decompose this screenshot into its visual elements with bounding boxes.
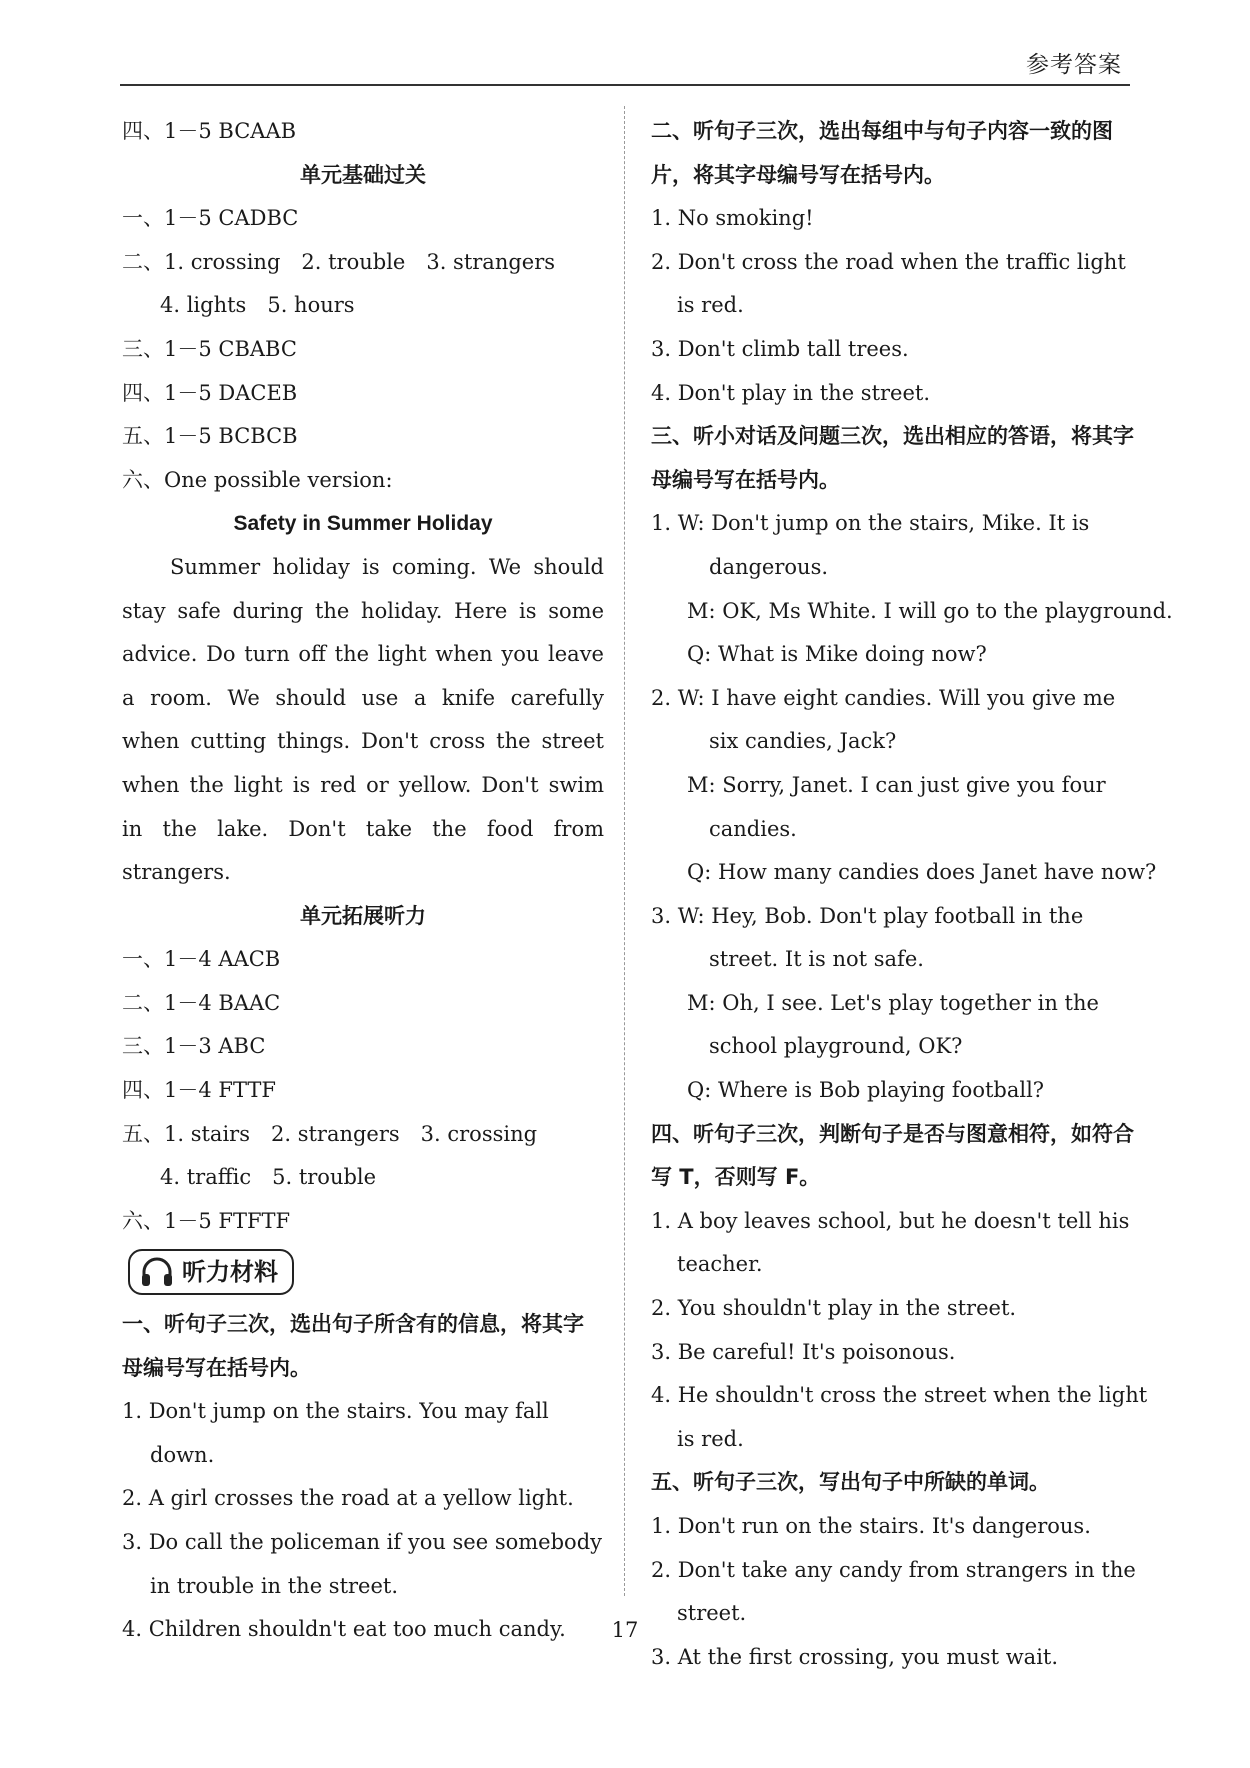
answer-line: 二、1. crossing 2. trouble 3. strangers (122, 249, 556, 274)
listening-material-badge (128, 1249, 294, 1295)
right-column (651, 110, 1173, 1679)
answer-line: 一、1－4 AACB (122, 947, 281, 972)
answer-line: 四、1－4 FTTF (122, 1078, 276, 1103)
section-heading: 一、听句子三次，选出句子所含有的信息，将其字母编号写在括号内。 (122, 1312, 584, 1380)
dialog-line: 3. W: Hey, Bob. Don't play football in the street. It is not safe. (651, 903, 1084, 972)
list-item: 2. A girl crosses the road at a yellow light. (122, 1486, 574, 1511)
section-title: 单元基础过关 (300, 162, 426, 187)
list-item: 3. Be careful! It's poisonous. (651, 1339, 956, 1364)
left-column (122, 110, 604, 1652)
answer-line: 4. traffic 5. trouble (160, 1165, 377, 1190)
dialog-line: Q: Where is Bob playing football? (687, 1078, 1045, 1103)
section-heading: 四、听句子三次，判断句子是否与图意相符，如符合写 T，否则写 F。 (651, 1121, 1134, 1190)
dialog-line: M: OK, Ms White. I will go to the playground. (687, 598, 1173, 623)
section-title: 单元拓展听力 (300, 903, 426, 928)
answer-line: 三、1－3 ABC (122, 1034, 266, 1059)
essay-body: Summer holiday is coming. We should stay safe during the holiday. Here is some advice. Do turn off the light when you leave a room. We should use a knife carefully when cutting things. Don't cross the street when the light is red or yellow. Don't swim in the lake. Don't take the food from strangers. (122, 554, 604, 885)
list-item: 1. Don't jump on the stairs. You may fall down. (122, 1399, 549, 1467)
dialog-line: Q: How many candies does Janet have now? (687, 860, 1157, 885)
answer-line: 三、1－5 CBABC (122, 336, 297, 361)
list-item: 4. Don't play in the street. (651, 380, 931, 405)
answer-line: 五、1. stairs 2. strangers 3. crossing (122, 1121, 538, 1146)
list-item: 1. No smoking! (651, 206, 814, 231)
list-item: 4. He shouldn't cross the street when the light is red. (651, 1383, 1148, 1451)
answer-line: 二、1－4 BAAC (122, 990, 281, 1015)
dialog-line: 1. W: Don't jump on the stairs, Mike. It is dangerous. (651, 511, 1090, 579)
list-item: 1. Don't run on the stairs. It's dangerous. (651, 1514, 1091, 1538)
header-rule (120, 84, 1130, 86)
list-item: 3. Do call the policeman if you see somebody in trouble in the street. (122, 1530, 602, 1598)
list-item: 2. You shouldn't play in the street. (651, 1296, 1017, 1321)
section-heading: 三、听小对话及问题三次，选出相应的答语，将其字母编号写在括号内。 (651, 424, 1134, 492)
answer-line: 一、1－5 CADBC (122, 206, 299, 231)
dialog-line: 2. W: I have eight candies. Will you give me six candies, Jack? (651, 685, 1116, 754)
essay-title: Safety in Summer Holiday (233, 512, 493, 536)
dialog-line: Q: What is Mike doing now? (687, 642, 987, 667)
page-number: 17 (611, 1618, 639, 1642)
answer-line: 四、1－5 BCAAB (122, 119, 297, 143)
list-item: 4. Children shouldn't eat too much candy. (122, 1617, 566, 1642)
dialog-line: M: Sorry, Janet. I can just give you four candies. (687, 772, 1106, 841)
section-heading: 五、听句子三次，写出句子中所缺的单词。 (651, 1470, 1050, 1495)
list-item: 1. A boy leaves school, but he doesn't tell his teacher. (651, 1208, 1130, 1277)
list-item: 2. Don't take any candy from strangers in the street. (651, 1557, 1136, 1626)
answer-line: 4. lights 5. hours (160, 293, 355, 318)
answer-line: 四、1－5 DACEB (122, 380, 298, 405)
headphones-icon (140, 1257, 174, 1287)
badge-label: 听力材料 (182, 1257, 278, 1286)
list-item: 2. Don't cross the road when the traffic light is red. (651, 249, 1126, 318)
answer-line: 六、1－5 FTFTF (122, 1208, 291, 1233)
list-item: 3. Don't climb tall trees. (651, 336, 909, 361)
column-divider (624, 106, 625, 1596)
list-item: 3. At the first crossing, you must wait. (651, 1644, 1059, 1669)
answer-line: 六、One possible version: (122, 467, 393, 492)
dialog-line: M: Oh, I see. Let's play together in the school playground, OK? (687, 990, 1099, 1059)
header-title: 参考答案 (1026, 52, 1122, 78)
section-heading: 二、听句子三次，选出每组中与句子内容一致的图片，将其字母编号写在括号内。 (651, 119, 1113, 187)
answer-line: 五、1－5 BCBCB (122, 424, 298, 449)
